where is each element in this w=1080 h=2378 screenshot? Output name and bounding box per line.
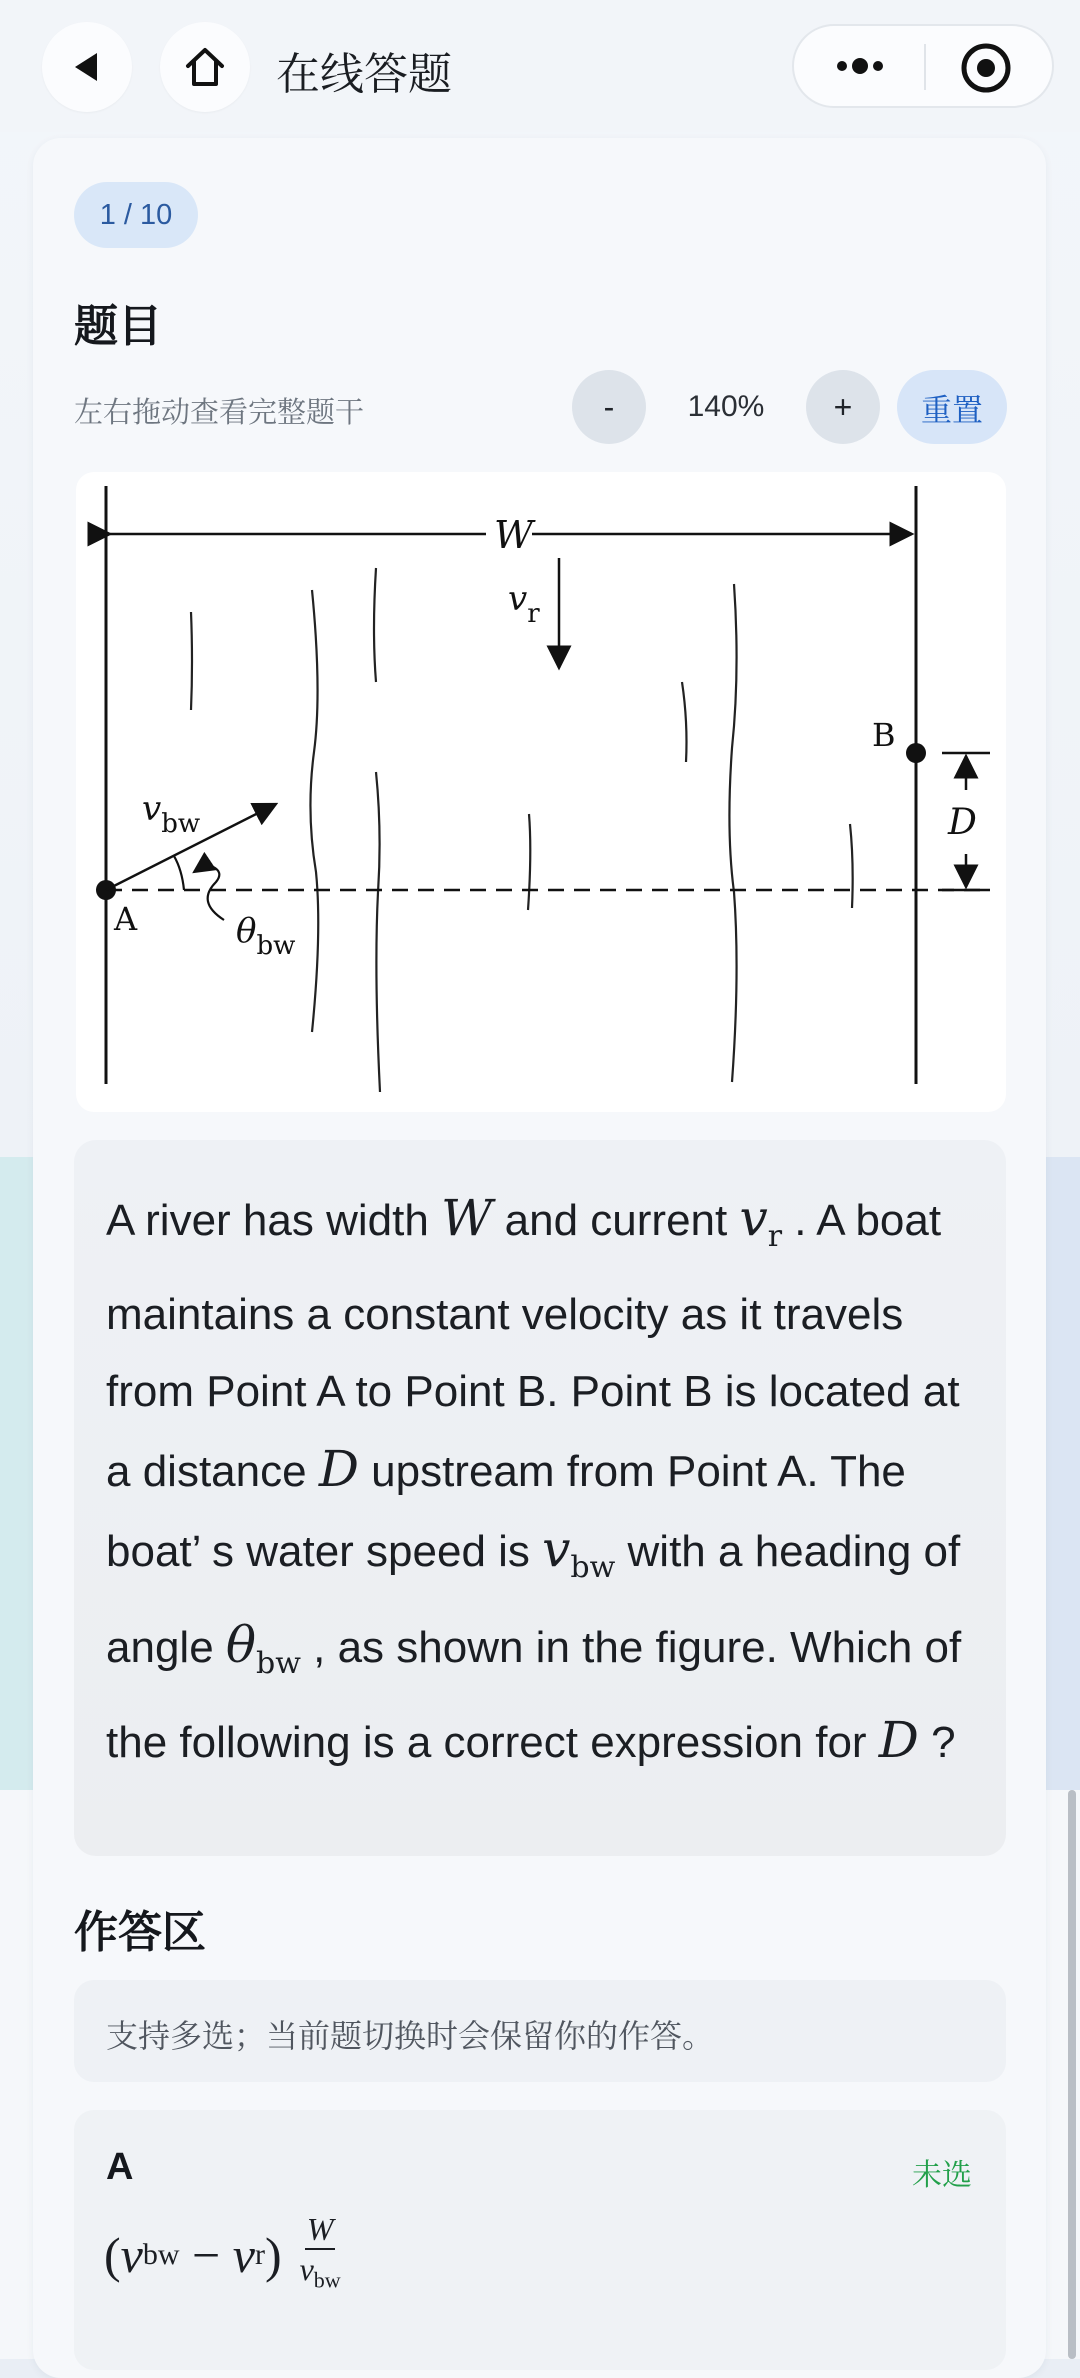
question-heading: 题目	[74, 302, 162, 351]
option-a-fraction: $\frac{W}{v_{bw}}$	[299, 2211, 341, 2293]
angle-pointer	[194, 864, 224, 920]
boat-velocity-label: $v_{bw}$	[142, 789, 201, 839]
back-triangle-icon	[69, 49, 105, 85]
home-icon	[182, 44, 228, 90]
zoom-out-button[interactable]: -	[572, 370, 646, 444]
width-label: W	[494, 513, 534, 557]
reset-zoom-button[interactable]: 重置	[897, 370, 1007, 444]
river-diagram	[76, 472, 1006, 1112]
question-text: A river has width W and current $v_r$ . A boat maintains a constant velocity as it travels from Point A to Point B. Point B is located at a distance D upstream from Point A. The boat’ s water speed is $v_{bw}$ with a heading of angle $\theta_{bw}$ , as shown in the figure. Which of the following is a correct expression for D ?	[106, 1189, 962, 1770]
scrollbar[interactable]	[1068, 1790, 1076, 2359]
d-label: D	[948, 802, 977, 843]
answer-heading: 作答区	[74, 1908, 206, 1957]
angle-arc	[174, 856, 184, 890]
option-a-formula: ( v bw − v r ) $\frac{W}{v_{bw}}$	[104, 2210, 341, 2299]
angle-label: $\theta_{bw}$	[236, 911, 296, 961]
zoom-in-button[interactable]: +	[806, 370, 880, 444]
option-a-letter: A	[106, 2146, 134, 2188]
point-a-label: A	[114, 900, 138, 938]
more-button[interactable]	[824, 42, 896, 90]
progress-badge: 1 / 10	[74, 182, 198, 248]
answer-note: 支持多选；当前题切换时会保留你的作答。	[106, 2018, 715, 2054]
target-circle-icon	[958, 40, 1014, 96]
drag-hint: 左右拖动查看完整题干	[74, 397, 365, 429]
current-label: $v_r$	[508, 579, 540, 629]
question-figure[interactable]	[76, 472, 1006, 1112]
option-a-status: 未选	[912, 2159, 972, 2192]
page-title: 在线答题	[276, 50, 452, 99]
close-mini-program-button[interactable]	[958, 40, 1014, 96]
more-dots-icon	[824, 42, 896, 90]
capsule-divider	[924, 44, 926, 90]
top-nav-bar	[0, 0, 1080, 132]
water-ripples	[191, 568, 853, 1092]
point-b-dot	[906, 743, 926, 763]
home-button[interactable]	[160, 22, 250, 112]
mini-program-capsule	[792, 24, 1054, 108]
point-b-label: B	[872, 716, 896, 754]
back-button[interactable]	[42, 22, 132, 112]
zoom-level: 140%	[687, 390, 765, 423]
